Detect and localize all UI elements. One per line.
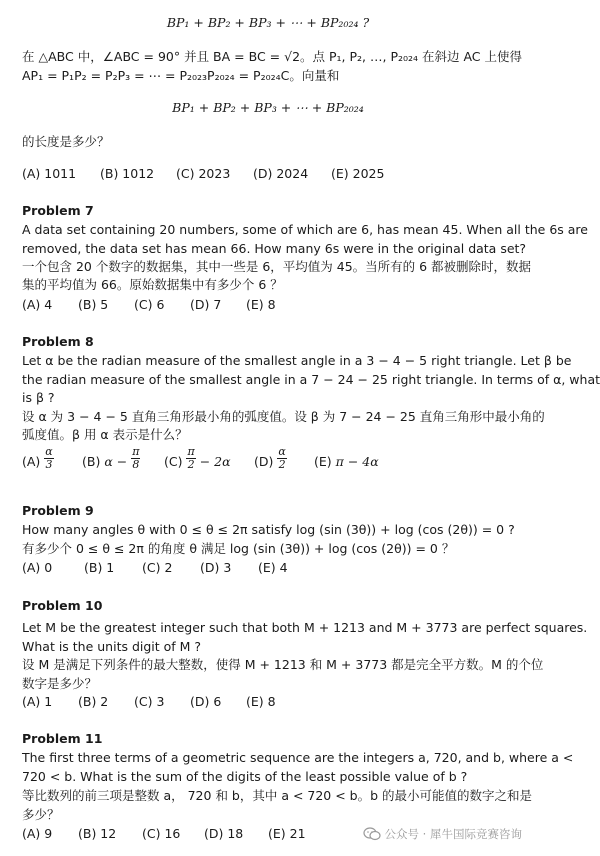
p8-choice-c-suffix: − 2α	[199, 454, 231, 469]
p10-english-line-1: Let M be the greatest integer such that both M + 1213 and M + 3773 are perfect squares.	[22, 620, 588, 635]
p11-choice-c: (C) 16	[142, 826, 181, 841]
p8-english-line-1: Let α be the radian measure of the smallest angle in a 3 − 4 − 5 right triangle. Let β be	[22, 353, 572, 368]
p8-choice-a	[22, 445, 54, 471]
p8-choice-b-prefix: α −	[104, 454, 128, 469]
p9-choice-d: (D) 3	[200, 560, 232, 575]
p9-choice-b: (B) 1	[84, 560, 115, 575]
p11-chinese-line-1: 等比数列的前三项是整数 a， 720 和 b，其中 a < 720 < b。b 的最小可能值的数字之和是	[22, 788, 533, 803]
p8-chinese-line-1: 设 α 为 3 − 4 − 5 直角三角形最小角的弧度值。设 β 为 7 − 24 − 25 直角三角形中最小角的	[22, 409, 545, 424]
p11-english-line-1: The first three terms of a geometric sequence are the integers a, 720, and b, where a <	[22, 750, 574, 765]
p8-choice-c-denominator: 2	[187, 458, 195, 471]
p8-choice-c	[164, 445, 231, 471]
p8-english-line-2: the radian measure of the smallest angle in a 7 − 24 − 25 right triangle. In terms of α, what	[22, 372, 600, 387]
p10-choice-b: (B) 2	[78, 694, 109, 709]
p8-choice-a-label: (A)	[22, 454, 41, 469]
p10-heading: Problem 10	[22, 598, 103, 613]
p8-choice-b	[82, 445, 140, 471]
p7-choices	[22, 297, 522, 319]
p8-choice-d-fraction	[277, 446, 286, 471]
p11-choice-a: (A) 9	[22, 826, 53, 841]
p8-choice-d	[254, 445, 287, 471]
p7-choice-e: (E) 8	[246, 297, 276, 312]
p8-choice-b-fraction	[131, 446, 140, 471]
p8-choice-e-value: π − 4α	[335, 454, 379, 469]
p6-chinese-line-1: 在 △ABC 中，∠ABC = 90° 并且 BA = BC = √2。点 P₁, P₂, …, P₂₀₂₄ 在斜边 AC 上使得	[22, 49, 523, 64]
p6-vector-sum-mid: BP₁ + BP₂ + BP₃ + ⋯ + BP₂₀₂₄	[172, 100, 364, 115]
p8-choice-e-label: (E)	[314, 454, 332, 469]
p11-choice-e: (E) 21	[268, 826, 306, 841]
p9-choice-e: (E) 4	[258, 560, 288, 575]
p6-chinese-line-2: AP₁ = P₁P₂ = P₂P₃ = ⋯ = P₂₀₂₃P₂₀₂₄ = P₂₀₂₄C。向量和	[22, 68, 340, 83]
p8-chinese-line-2: 弧度值。β 用 α 表示是什么？	[22, 427, 188, 442]
watermark-text: 公众号 · 犀牛国际竞赛咨询	[384, 827, 522, 841]
p8-heading: Problem 8	[22, 334, 94, 349]
p6-choice-b: (B) 1012	[100, 166, 155, 181]
p8-choice-e	[314, 454, 379, 469]
p8-choice-a-denominator: 3	[45, 458, 53, 471]
p8-choices	[22, 445, 522, 482]
p10-english-line-2: What is the units digit of M ?	[22, 639, 202, 654]
p8-choice-d-denominator: 2	[278, 458, 286, 471]
p9-heading: Problem 9	[22, 503, 94, 518]
p6-choice-c: (C) 2023	[176, 166, 231, 181]
p6-chinese-line-3: 的长度是多少？	[22, 134, 110, 149]
p8-choice-d-label: (D)	[254, 454, 274, 469]
p11-choice-b: (B) 12	[78, 826, 117, 841]
p8-choice-d-numerator: α	[278, 445, 286, 458]
p9-english-line-1: How many angles θ with 0 ≤ θ ≤ 2π satisfy log (sin (3θ)) + log (cos (2θ)) = 0 ?	[22, 522, 515, 537]
p8-choice-b-numerator: π	[132, 445, 140, 458]
p6-vector-sum-top: BP₁ + BP₂ + BP₃ + ⋯ + BP₂₀₂₄ ?	[166, 15, 370, 30]
p7-english-line-2: removed, the data set has mean 66. How many 6s were in the original data set?	[22, 241, 527, 256]
p8-choice-a-numerator: α	[45, 445, 53, 458]
p8-choice-b-label: (B)	[82, 454, 101, 469]
p7-chinese-line-1: 一个包含 20 个数字的数据集，其中一些是 6，平均值为 45。当所有的 6 都被删除时，数据	[22, 259, 532, 274]
wechat-icon	[363, 827, 381, 841]
p11-choice-d: (D) 18	[204, 826, 244, 841]
p10-choice-e: (E) 8	[246, 694, 276, 709]
p11-heading: Problem 11	[22, 731, 103, 746]
p6-choice-d: (D) 2024	[253, 166, 309, 181]
p7-choice-d: (D) 7	[190, 297, 222, 312]
p9-choice-c: (C) 2	[142, 560, 173, 575]
p7-choice-c: (C) 6	[134, 297, 165, 312]
p7-choice-b: (B) 5	[78, 297, 109, 312]
p9-chinese-line-1: 有多少个 0 ≤ θ ≤ 2π 的角度 θ 满足 log (sin (3θ)) + log (cos (2θ)) = 0 ？	[22, 541, 455, 556]
p7-chinese-line-2: 集的平均值为 66。原始数据集中有多少个 6 ？	[22, 277, 283, 292]
p10-chinese-line-2: 数字是多少？	[22, 676, 98, 691]
p6-choices	[22, 166, 522, 188]
p8-choice-a-fraction	[44, 446, 53, 471]
p10-choice-a: (A) 1	[22, 694, 53, 709]
p9-choice-a: (A) 0	[22, 560, 53, 575]
p11-english-line-2: 720 < b. What is the sum of the digits of the least possible value of b ?	[22, 769, 468, 784]
p10-choices	[22, 694, 522, 716]
p7-heading: Problem 7	[22, 203, 94, 218]
p7-choice-a: (A) 4	[22, 297, 53, 312]
p8-choice-c-label: (C)	[164, 454, 183, 469]
p10-choice-c: (C) 3	[134, 694, 165, 709]
p6-choice-a: (A) 1011	[22, 166, 77, 181]
p10-chinese-line-1: 设 M 是满足下列条件的最大整数，使得 M + 1213 和 M + 3773 都是完全平方数。M 的个位	[22, 657, 544, 672]
p8-choice-c-fraction	[186, 446, 195, 471]
watermark	[363, 823, 522, 845]
p7-english-line-1: A data set containing 20 numbers, some of which are 6, has mean 45. When all the 6s are	[22, 222, 588, 237]
p8-english-line-3: is β ?	[22, 390, 55, 405]
p8-choice-b-denominator: 8	[132, 458, 140, 471]
p8-choice-c-numerator: π	[187, 445, 195, 458]
p6-choice-e: (E) 2025	[331, 166, 385, 181]
p10-choice-d: (D) 6	[190, 694, 222, 709]
p11-chinese-line-2: 多少？	[22, 807, 60, 822]
p9-choices	[22, 560, 522, 582]
